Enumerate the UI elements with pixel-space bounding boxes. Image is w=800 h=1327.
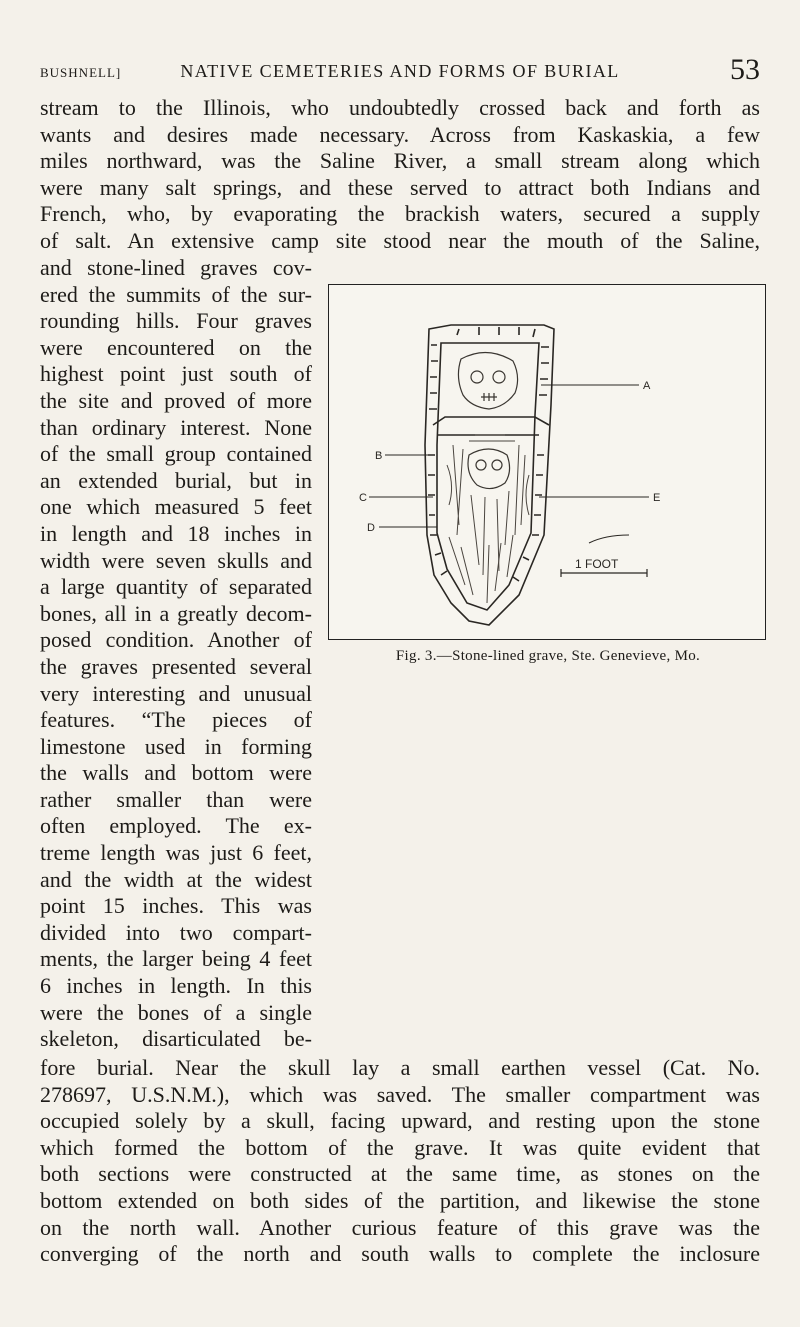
text-line: treme length was just 6 feet, bbox=[40, 840, 312, 866]
text-line: converging of the north and south walls to complete the inclosure bbox=[40, 1241, 760, 1267]
text-line: features. “The pieces of bbox=[40, 707, 312, 733]
text-line: limestone used in forming bbox=[40, 733, 312, 759]
label-c: C bbox=[359, 492, 367, 504]
running-head-author: BUSHNELL] bbox=[40, 65, 122, 80]
skull-lower bbox=[468, 449, 510, 489]
text-line: often employed. The ex- bbox=[40, 813, 312, 839]
paragraph-top bbox=[40, 95, 760, 255]
figure-labels bbox=[359, 380, 660, 571]
text-line: of salt. An extensive camp site stood near the mouth of the Saline, bbox=[40, 227, 760, 253]
text-line: fore burial. Near the skull lay a small earthen vessel (Cat. No. bbox=[40, 1055, 760, 1080]
paragraph-wrapped bbox=[40, 255, 312, 1053]
text-line: one which measured 5 feet bbox=[40, 494, 312, 520]
text-line: both sections were constructed at the same time, as stones on the bbox=[40, 1161, 760, 1187]
text-line: wants and desires made necessary. Across from Kaskaskia, a few bbox=[40, 121, 760, 147]
label-a: A bbox=[643, 380, 651, 392]
text-line: bones, all in a greatly decom- bbox=[40, 600, 312, 626]
text-line: skeleton, disarticulated be- bbox=[40, 1026, 312, 1052]
text-line: of the small group contained bbox=[40, 441, 312, 467]
text-line: a large quantity of separated bbox=[40, 574, 312, 600]
text-line: highest point just south of bbox=[40, 361, 312, 387]
bones-scatter bbox=[447, 435, 529, 603]
text-line: the graves presented several bbox=[40, 653, 312, 679]
text-line: very interesting and unusual bbox=[40, 680, 312, 706]
text-line: an extended burial, but in bbox=[40, 467, 312, 493]
label-b: B bbox=[375, 450, 383, 462]
text-line: French, who, by evaporating the brackish waters, secured a supply bbox=[40, 201, 760, 227]
text-line: the walls and bottom were bbox=[40, 760, 312, 786]
text-line: and the width at the widest bbox=[40, 866, 312, 892]
figure-caption: Fig. 3.—Stone-lined grave, Ste. Genevieve, Mo. bbox=[395, 648, 701, 664]
text-line: 278697, U.S.N.M.), which was saved. The smaller compartment was bbox=[40, 1081, 760, 1107]
text-line: were many salt springs, and these served to attract both Indians and bbox=[40, 174, 760, 200]
text-line: ered the summits of the sur- bbox=[40, 281, 312, 307]
text-line: 6 inches in length. In this bbox=[40, 973, 312, 999]
grave-drawing bbox=[329, 285, 765, 639]
label-e: E bbox=[653, 492, 661, 504]
text-line: than ordinary interest. None bbox=[40, 414, 312, 440]
grave-figure bbox=[328, 284, 766, 640]
paragraph-bottom bbox=[40, 1055, 760, 1268]
text-line: the site and proved of more bbox=[40, 387, 312, 413]
text-line: which formed the bottom of the grave. It was quite evident that bbox=[40, 1134, 760, 1160]
skull-upper bbox=[458, 352, 517, 409]
text-line: stream to the Illinois, who undoubtedly crossed back and forth as bbox=[40, 95, 760, 120]
running-head-title: NATIVE CEMETERIES AND FORMS OF BURIAL bbox=[180, 61, 620, 81]
text-line: posed condition. Another of bbox=[40, 627, 312, 653]
label-d: D bbox=[367, 522, 375, 534]
running-head bbox=[40, 55, 760, 91]
text-line: occupied solely by a skull, facing upward, and resting upon the stone bbox=[40, 1108, 760, 1134]
text-line: bottom extended on both sides of the partition, and likewise the stone bbox=[40, 1187, 760, 1213]
text-line: in length and 18 inches in bbox=[40, 520, 312, 546]
text-line: were encountered on the bbox=[40, 334, 312, 360]
text-line: and stone-lined graves cov- bbox=[40, 255, 312, 280]
text-line: rather smaller than were bbox=[40, 786, 312, 812]
text-line: width were seven skulls and bbox=[40, 547, 312, 573]
text-line: ments, the larger being 4 feet bbox=[40, 946, 312, 972]
text-line: miles northward, was the Saline River, a small stream along which bbox=[40, 148, 760, 174]
text-line: divided into two compart- bbox=[40, 919, 312, 945]
scale-label: 1 FOOT bbox=[575, 557, 619, 571]
grave-outline bbox=[425, 325, 554, 625]
text-line: were the bones of a single bbox=[40, 999, 312, 1025]
text-line: on the north wall. Another curious feature of this grave was the bbox=[40, 1214, 760, 1240]
page-number: 53 bbox=[730, 53, 760, 86]
text-line: rounding hills. Four graves bbox=[40, 308, 312, 334]
text-line: point 15 inches. This was bbox=[40, 893, 312, 919]
